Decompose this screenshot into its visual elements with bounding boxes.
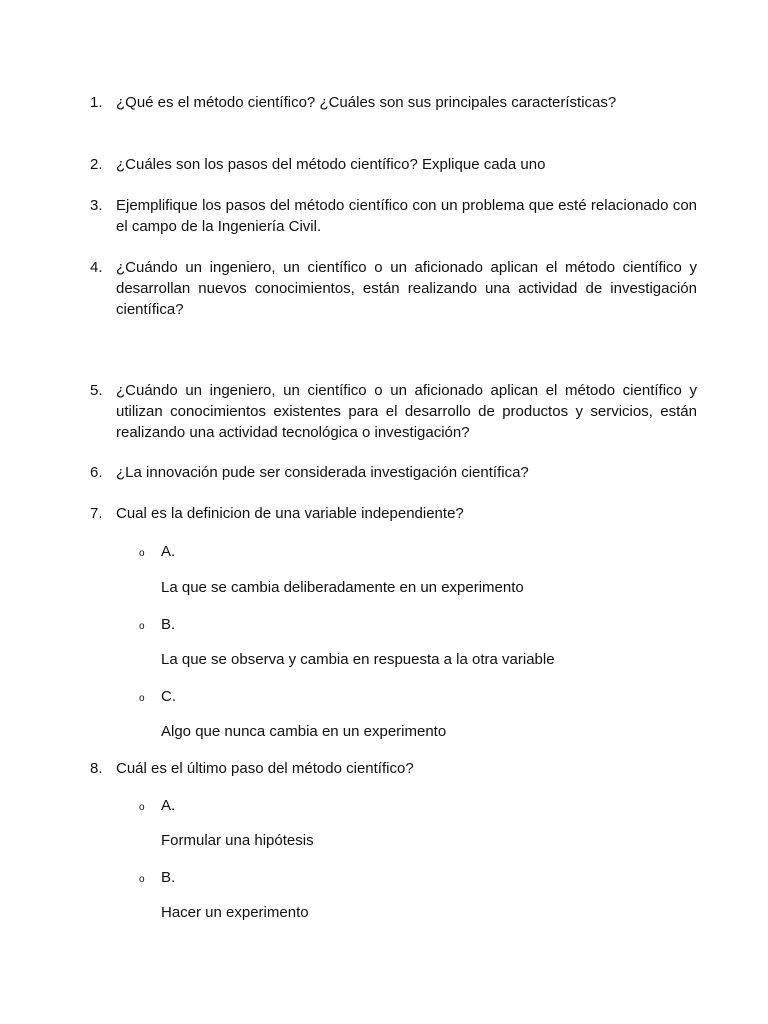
question-text: ¿Cuándo un ingeniero, un científico o un aficionado aplican el método científico y utilizan conocimientos existentes para el desarrollo de productos y servicios, están realizando una actividad tecnológica o investigación? (116, 382, 697, 441)
option-answer: Algo que nunca cambia en un experimento (161, 723, 447, 740)
question-number: 4. (90, 259, 103, 276)
question-5 (90, 380, 697, 443)
question-text: ¿La innovación pude ser considerada investigación científica? (116, 464, 529, 481)
option-letter: A. (161, 797, 176, 814)
option-row (139, 795, 175, 818)
question-number: 8. (90, 760, 103, 777)
question-number: 3. (90, 197, 103, 214)
bullet-marker: o (139, 621, 145, 632)
question-1 (90, 92, 697, 113)
question-number: 2. (90, 156, 103, 173)
option-row (139, 541, 175, 564)
question-6 (90, 462, 697, 483)
option-row (139, 614, 175, 637)
option-letter: C. (161, 688, 176, 705)
question-number: 5. (90, 382, 103, 399)
option-letter: A. (161, 543, 176, 560)
question-3 (90, 195, 697, 237)
question-number: 6. (90, 464, 103, 481)
question-4 (90, 257, 697, 320)
option-row (139, 867, 175, 890)
bullet-marker: o (139, 693, 145, 704)
question-text: Cual es la definicion de una variable independiente? (116, 505, 464, 522)
option-answer: Formular una hipótesis (161, 832, 314, 849)
question-number: 1. (90, 94, 103, 111)
option-answer: Hacer un experimento (161, 904, 309, 921)
bullet-marker: o (139, 802, 145, 813)
bullet-marker: o (139, 874, 145, 885)
question-2 (90, 154, 697, 175)
question-text: ¿Cuáles son los pasos del método científico? Explique cada uno (116, 156, 546, 173)
question-8 (90, 758, 697, 779)
bullet-marker: o (139, 548, 145, 559)
option-letter: B. (161, 869, 176, 886)
question-text: ¿Qué es el método científico? ¿Cuáles son sus principales características? (116, 94, 617, 111)
question-7 (90, 503, 697, 524)
question-text: Ejemplifique los pasos del método científico con un problema que esté relacionado con el campo de la Ingeniería Civil. (116, 197, 697, 235)
option-answer: La que se observa y cambia en respuesta a la otra variable (161, 651, 555, 668)
option-answer: La que se cambia deliberadamente en un experimento (161, 579, 524, 596)
option-row (139, 686, 176, 709)
option-letter: B. (161, 616, 176, 633)
question-text: ¿Cuándo un ingeniero, un científico o un aficionado aplican el método científico y desarrollan nuevos conocimientos, están realizando una actividad de investigación científica? (116, 259, 697, 318)
question-number: 7. (90, 505, 103, 522)
question-text: Cuál es el último paso del método científico? (116, 760, 414, 777)
